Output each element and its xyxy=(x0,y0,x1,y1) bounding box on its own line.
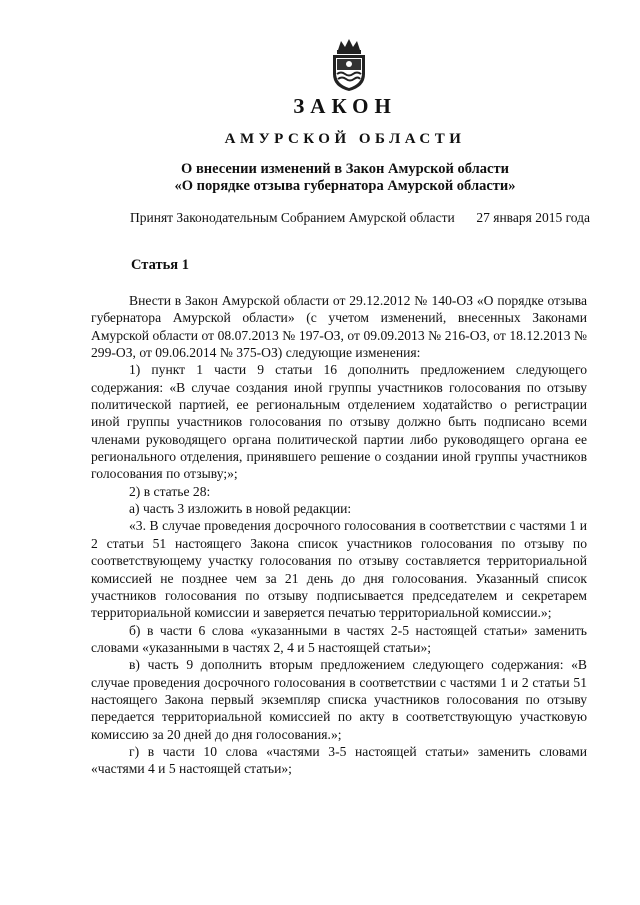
paragraph-item-2: 2) в статье 28: xyxy=(129,483,211,499)
paragraph-intro: Внести в Закон Амурской области от 29.12.2012 № 140-ОЗ «О порядке отзыва губернатора Амурской области» (с учетом изменений, внесенных Законами Амурской области от 08.07.2013 № 197-ОЗ, от 09.09.2013 № 216-ОЗ, от 18.12.2013 № 299-ОЗ, от 09.06.2014 № 375-ОЗ) следующие изменения: xyxy=(91,293,587,361)
paragraph-part-3-text: «3. В случае проведения досрочного голосования в соответствии с частями 1 и 2 статьи 51 настоящего Закона список участников голосования по отзыву по соответствующему участку голосования по отзыву составляется территориальной комиссией не позднее чем за 21 день до дня голосования. Указанный список участников голосования по отзыву подписывается председателем и секретарем территориальной комиссии и заверяется печатью территориальной комиссии.»; xyxy=(91,518,587,621)
paragraph-item-2a: а) часть 3 изложить в новой редакции: xyxy=(129,501,352,517)
article-heading: Статья 1 xyxy=(131,257,189,273)
law-name-line-2: «О порядке отзыва губернатора Амурской области» xyxy=(174,178,516,194)
document-title: ЗАКОН xyxy=(293,94,397,118)
paragraph-item-1: 1) пункт 1 части 9 статьи 16 дополнить предложением следующего содержания: «В случае создания иной группы участников голосования по отзыву политической партией, ее региональным отделением ходатайство о регистрации иной группы участников голосования по отзыву должно быть подписано всеми членами руководящего органа политической партии либо руководящего органа ее регионального отделения, принявшего решение о создании иной группы участников голосования по отзыву;»; xyxy=(91,362,587,482)
paragraph-item-2g: г) в части 10 слова «частями 3-5 настоящей статьи» заменить словами «частями 4 и 5 настоящей статьи»; xyxy=(91,743,587,777)
law-name xyxy=(0,161,640,195)
document-subtitle: АМУРСКОЙ ОБЛАСТИ xyxy=(224,131,466,147)
adopted-date: 27 января 2015 года xyxy=(476,210,590,225)
paragraph-item-2v: в) часть 9 дополнить вторым предложением следующего содержания: «В случае проведения досрочного голосования в соответствии с частями 1 и 2 статьи 51 настоящего Закона первый экземпляр списка участников голосования по отзыву передается территориальной комиссией по акту в соответствующую участковую комиссию за 20 дней до дня голосования.»; xyxy=(91,657,587,742)
amur-oblast-coat-of-arms-icon xyxy=(326,38,372,92)
law-name-line-1: О внесении изменений в Закон Амурской области xyxy=(181,161,509,177)
adopted-by: Принят Законодательным Собранием Амурской области xyxy=(130,210,455,225)
paragraph-item-2b: б) в части 6 слова «указанными в частях 2-5 настоящей статьи» заменить словами «указанными в частях 2, 4 и 5 настоящей статьи»; xyxy=(91,622,587,655)
article-body xyxy=(91,292,587,778)
